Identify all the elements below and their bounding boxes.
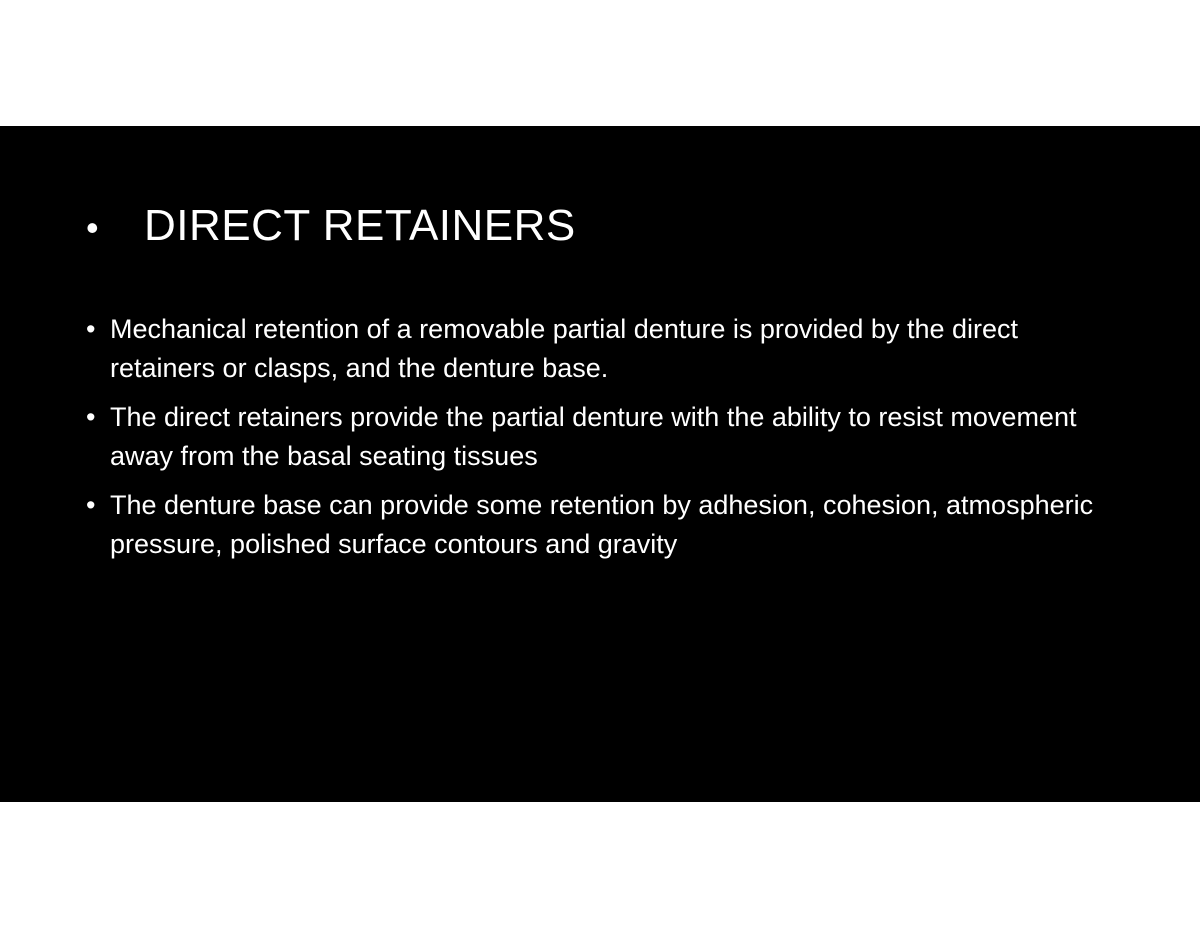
bullet-text: The direct retainers provide the partial denture with the ability to resist movement away from the basal seating tissues [110,402,1077,471]
slide-title-row [86,196,576,258]
bullet-text: Mechanical retention of a removable partial denture is provided by the direct retainers or clasps, and the denture base. [110,314,1019,383]
bullet-list [86,310,1116,574]
bullet-item [86,310,1116,388]
slide [0,126,1200,802]
bullet-text: The denture base can provide some retention by adhesion, cohesion, atmospheric pressure, polished surface contours and gravity [110,490,1094,559]
bullet-item [86,398,1116,476]
slide-title: DIRECT RETAINERS [144,201,576,250]
title-bullet: • [86,207,99,248]
bullet-dot: • [86,402,96,432]
bullet-item [86,486,1116,564]
bullet-dot: • [86,490,96,520]
bullet-dot: • [86,314,96,344]
